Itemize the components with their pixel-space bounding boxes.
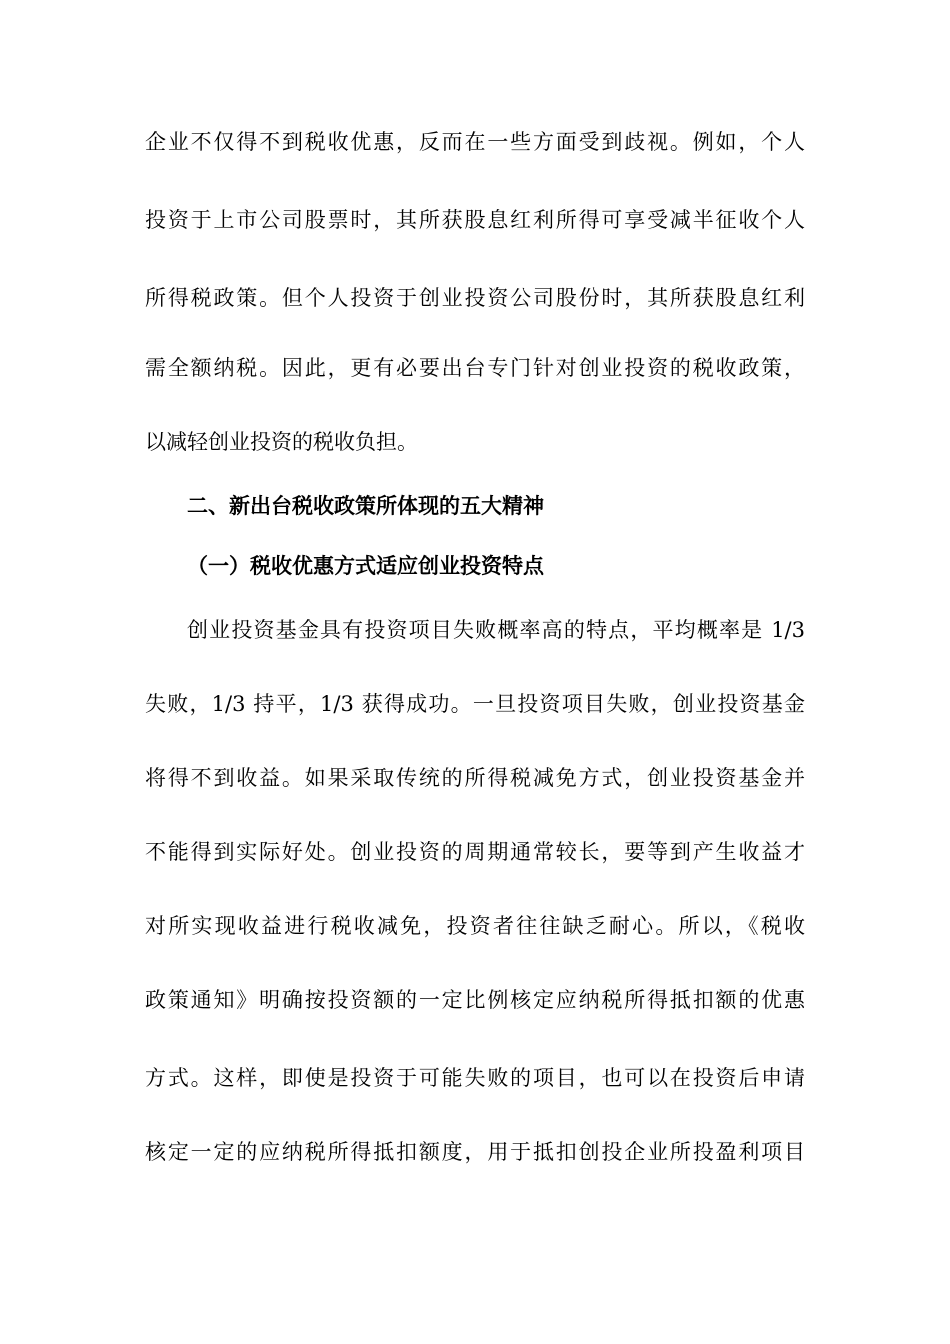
paragraph-1-line-1: 企业不仅得不到税收优惠，反而在一些方面受到歧视。例如，个人 [145,130,805,154]
paragraph-2-line-5: 对所实现收益进行税收减免，投资者往往缺乏耐心。所以，《税收 [145,914,805,938]
paragraph-1-line-5: 以减轻创业投资的税收负担。 [145,430,418,454]
paragraph-2-line-1: 创业投资基金具有投资项目失败概率高的特点，平均概率是 1/3 [187,618,805,642]
paragraph-1-line-4: 需全额纳税。因此，更有必要出台专门针对创业投资的税收政策， [145,356,805,380]
paragraph-2-line-3: 将得不到收益。如果采取传统的所得税减免方式，创业投资基金并 [145,766,805,790]
paragraph-2-line-7: 方式。这样，即使是投资于可能失败的项目，也可以在投资后申请 [145,1066,805,1090]
subsection-heading: （一）税收优惠方式适应创业投资特点 [187,554,544,578]
paragraph-1-line-3: 所得税政策。但个人投资于创业投资公司股份时，其所获股息红利 [145,286,805,310]
paragraph-2-line-6: 政策通知》明确按投资额的一定比例核定应纳税所得抵扣额的优惠 [145,988,805,1012]
section-heading: 二、新出台税收政策所体现的五大精神 [187,494,544,518]
paragraph-2-line-4: 不能得到实际好处。创业投资的周期通常较长，要等到产生收益才 [145,840,805,864]
paragraph-2-line-2: 失败，1/3 持平，1/3 获得成功。一旦投资项目失败，创业投资基金 [145,692,805,716]
paragraph-1-line-2: 投资于上市公司股票时，其所获股息红利所得可享受减半征收个人 [145,208,805,232]
paragraph-2-line-8: 核定一定的应纳税所得抵扣额度，用于抵扣创投企业所投盈利项目 [145,1140,805,1164]
